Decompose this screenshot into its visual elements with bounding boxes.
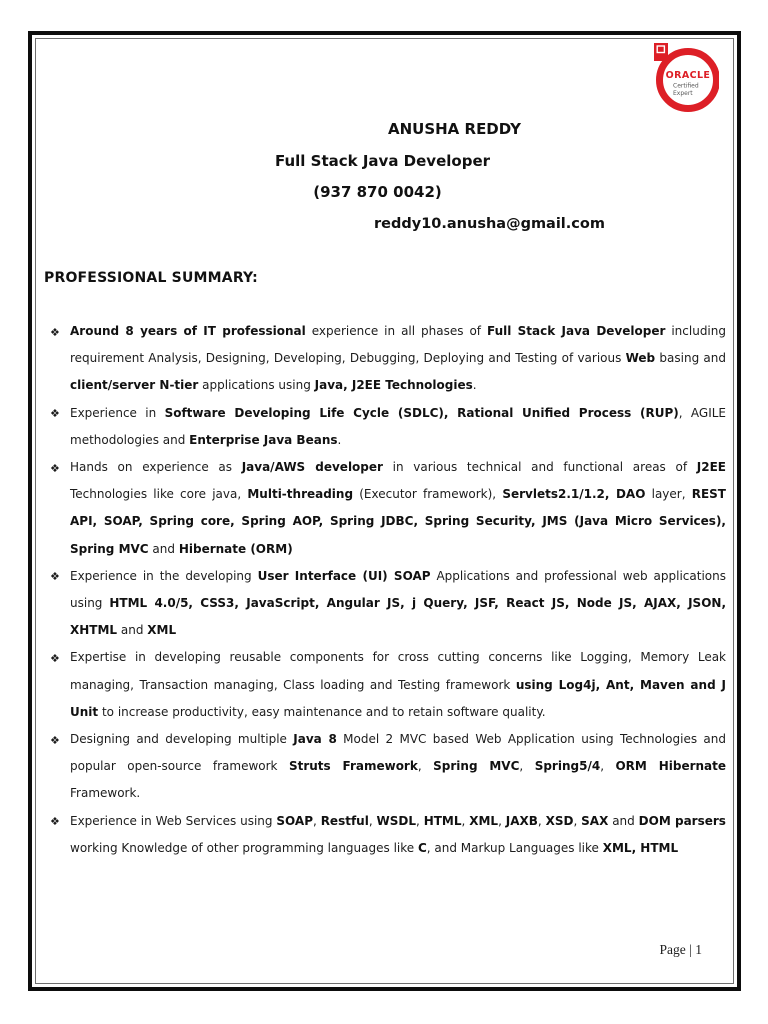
badge-brand-text: ORACLE — [665, 70, 711, 81]
bullet-text: Designing and developing multiple Java 8 Model 2 MVC based Web Application using Technologies and popular open-source framework Struts Framework, Spring MVC, Spring5/4, ORM Hibernate Framework. — [70, 732, 727, 801]
summary-bullet — [50, 563, 726, 645]
document-page — [28, 31, 741, 991]
page-number: Page | 1 — [659, 942, 702, 957]
bullet-text: Experience in the developing User Interface (UI) SOAP Applications and professional web applications using HTML 4.0/5, CSS3, JavaScript, Angular JS, j Query, JSF, React JS, Node JS, AJAX, JSON, XHTML and XML — [70, 568, 726, 638]
bullet-diamond-icon: ❖ — [50, 461, 60, 475]
candidate-name: ANUSHA REDDY — [387, 120, 521, 138]
badge-expert-text: Expert — [673, 90, 693, 97]
resume-header — [36, 114, 733, 240]
oracle-badge-icon — [653, 42, 719, 114]
bullet-text: Hands on experience as Java/AWS developer in various technical and functional areas of J2EE Technologies like core java, Multi-threading (Executor framework), Servlets2.1/1.2, DAO layer, REST API, SOAP, Spring core, Spring AOP, Spring JDBC, Spring Security, JMS (Java Micro Services), Spring MVC and Hibernate (ORM) — [70, 460, 726, 556]
candidate-title: Full Stack Java Developer — [274, 151, 491, 170]
bullet-diamond-icon: ❖ — [50, 325, 60, 339]
bullet-diamond-icon: ❖ — [50, 651, 60, 665]
bullet-diamond-icon: ❖ — [50, 733, 60, 747]
summary-bullet — [50, 726, 726, 808]
candidate-phone: (937 870 0042) — [313, 183, 442, 201]
bullet-text: Expertise in developing reusable components for cross cutting concerns like Logging, Memory Leak managing, Transaction managing, Class loading and Testing framework using Log4j, Ant, Maven and J Unit to increase productivity, easy maintenance and to retain software quality. — [70, 650, 726, 719]
summary-bullet — [50, 318, 726, 400]
bullet-text: Experience in Software Developing Life Cycle (SDLC), Rational Unified Process (RUP), AGILE methodologies and Enterprise Java Beans. — [70, 405, 726, 447]
bullet-text: Experience in Web Services using SOAP, Restful, WSDL, HTML, XML, JAXB, XSD, SAX and DOM parsers working Knowledge of other programming languages like C, and Markup Languages like XML, HTML — [70, 813, 726, 855]
bullet-diamond-icon: ❖ — [50, 815, 60, 829]
candidate-email: reddy10.anusha@gmail.com — [374, 215, 605, 232]
summary-bullet — [50, 454, 726, 563]
professional-summary-heading: PROFESSIONAL SUMMARY: — [44, 270, 258, 286]
bullet-text: Around 8 years of IT professional experience in all phases of Full Stack Java Developer including requirement Analysis, Designing, Developing, Debugging, Deploying and Testing of various Web basing and client/server N-tier applications using Java, J2EE Technologies. — [70, 324, 727, 393]
bullet-diamond-icon: ❖ — [50, 407, 60, 421]
badge-certified-text: Certified — [673, 82, 699, 90]
bullet-diamond-icon: ❖ — [50, 570, 60, 584]
oracle-certified-expert-badge — [653, 42, 719, 114]
summary-bullet — [50, 644, 726, 726]
summary-bullet — [50, 808, 726, 862]
summary-bullets — [50, 318, 726, 862]
summary-bullet — [50, 400, 726, 454]
page-inner-border — [35, 38, 734, 984]
